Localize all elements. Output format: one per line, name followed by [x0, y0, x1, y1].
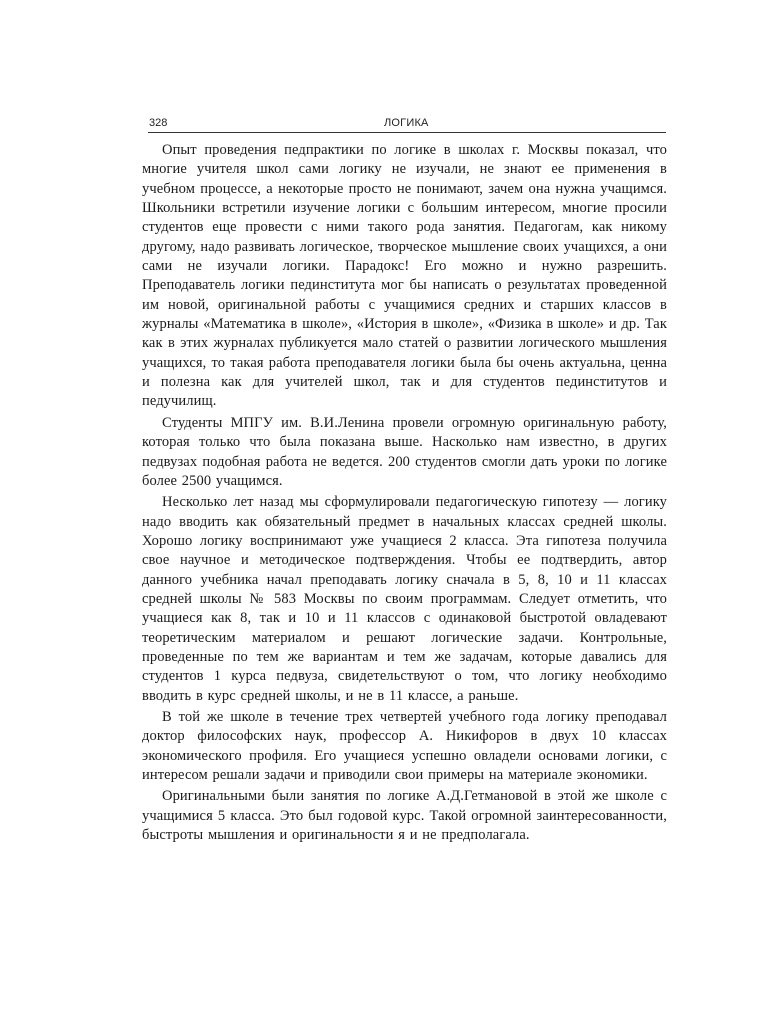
running-header — [148, 116, 666, 133]
paragraph: В той же школе в течение трех четвертей учебного года логику преподавал доктор философских наук, профессор А. Никифоров в двух 10 классах экономического профиля. Его учащиеся успешно овладели основами логики, с интересом решали задачи и приводили свои примеры на материале экономики. — [142, 708, 667, 783]
paragraph: Опыт проведения педпрактики по логике в школах г. Москвы показал, что многие учителя школ сами логику не изучали, не знают ее применения в учебном процессе, а некоторые просто не понимают, зачем она нужна учащимся. Школьники встретили изучение логики с большим интересом, многие просили студентов еще провести с ними такого рода занятия. Педагогам, как никому другому, надо развивать логическое, творческое мышление своих учащихся, а они сами не изучали логики. Парадокс! Его можно и нужно разрешить. Преподаватель логики пединститута мог бы написать о результатах проведенной им новой, оригинальной работы с учащимися средних и старших классов в журналы «Математика в школе», «История в школе», «Физика в школе» и др. Так как в этих журналах публикуется мало статей о развитии логического мышления учащихся, то такая работа преподавателя логики была бы очень актуальна, ценна и полезна как для учителей школ, так и для студентов пединститутов и педучилищ. — [142, 142, 667, 410]
paragraph: Студенты МПГУ им. В.И.Ленина провели огромную оригинальную работу, которая только что была показана выше. Насколько нам известно, в других педвузах подобная работа не ведется. 200 студентов смогли дать уроки по логике более 2500 учащимся. — [142, 414, 667, 489]
paragraph: Оригинальными были занятия по логике А.Д.Гетмановой в этой же школе с учащимися 5 класса. Это был годовой курс. Такой огромной заинтересованности, быстроты мышления и оригинальности я и не предполагала. — [142, 788, 667, 844]
page-number: 328 — [149, 117, 168, 129]
body-text — [142, 141, 667, 845]
running-title: ЛОГИКА — [384, 117, 429, 129]
paragraph: Несколько лет назад мы сформулировали педагогическую гипотезу — логику надо вводить как обязательный предмет в начальных классах средней школы. Хорошо логику воспринимают уже учащиеся 2 класса. Эта гипотеза получила свое научное и методическое подтверждения. Чтобы ее подтвердить, автор данного учебника начал преподавать логику сначала в 5, 8, 10 и 11 классах средней школы № 583 Москвы по своим программам. Следует отметить, что учащиеся как 8, так и 10 и 11 классов с одинаковой быстротой овладевают теоретическим материалом и решают логические задачи. Контрольные, проведенные по тем же вариантам и тем же задачам, которые давались для студентов 1 курса педвуза, свидетельствуют о том, что логику необходимо вводить в курс средней школы, и не в 11 классе, а раньше. — [142, 494, 667, 704]
